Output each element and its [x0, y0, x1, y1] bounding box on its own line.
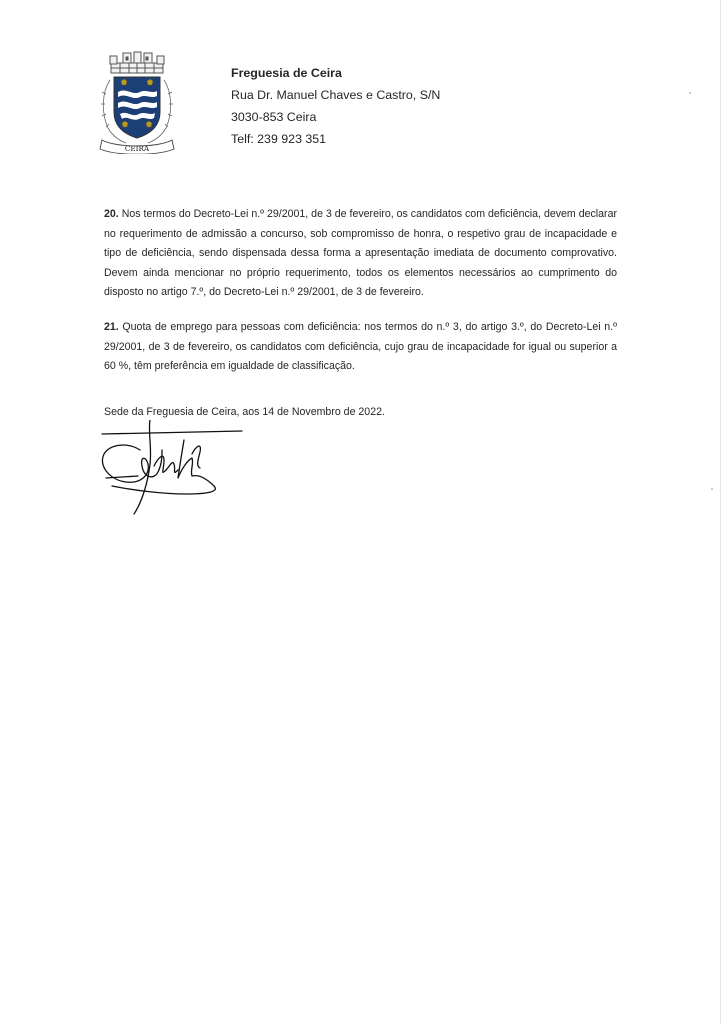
phone-line: Telf: 239 923 351	[231, 132, 327, 146]
scan-edge-line	[720, 0, 721, 1024]
letterhead	[231, 62, 440, 150]
handwritten-signature-icon	[92, 420, 252, 516]
section-number: 21.	[104, 321, 119, 333]
coat-of-arms-crest	[96, 50, 178, 154]
crest-scroll-text: CEIRA	[124, 144, 150, 153]
section-20-paragraph	[104, 205, 617, 303]
organization-name: Freguesia de Ceira	[231, 66, 342, 80]
mural-crown-icon	[110, 52, 164, 73]
section-21-paragraph	[104, 318, 617, 377]
scan-speck	[689, 92, 691, 94]
section-text: Quota de emprego para pessoas com deficiência: nos termos do n.º 3, do artigo 3.º, do Decreto-Lei n.º 29/2001, de 3 de fevereiro, os candidatos com deficiência, cujo grau de incapacidade for igual ou superior a 60 %, têm preferência em igualdade de classificação.	[104, 321, 617, 372]
place-and-date: Sede da Freguesia de Ceira, aos 14 de Novembro de 2022.	[104, 406, 385, 418]
shield-icon	[114, 77, 160, 138]
postal-code-line: 3030-853 Ceira	[231, 110, 317, 124]
scan-speck	[711, 488, 713, 490]
scroll-ribbon-icon	[100, 140, 174, 154]
section-number: 20.	[104, 208, 119, 220]
address-line: Rua Dr. Manuel Chaves e Castro, S/N	[231, 88, 441, 102]
section-text: Nos termos do Decreto-Lei n.º 29/2001, de 3 de fevereiro, os candidatos com deficiência, devem declarar no requerimento de admissão a concurso, sob compromisso de honra, o respetivo grau de incapacidade e tipo de deficiência, sendo dispensada dessa forma a apresentação imediata de documento comprovativo. Devem ainda mencionar no próprio requerimento, todos os elementos necessários ao cumprimento do disposto no artigo 7.º, do Decreto-Lei n.º 29/2001, de 3 de fevereiro.	[104, 208, 617, 298]
